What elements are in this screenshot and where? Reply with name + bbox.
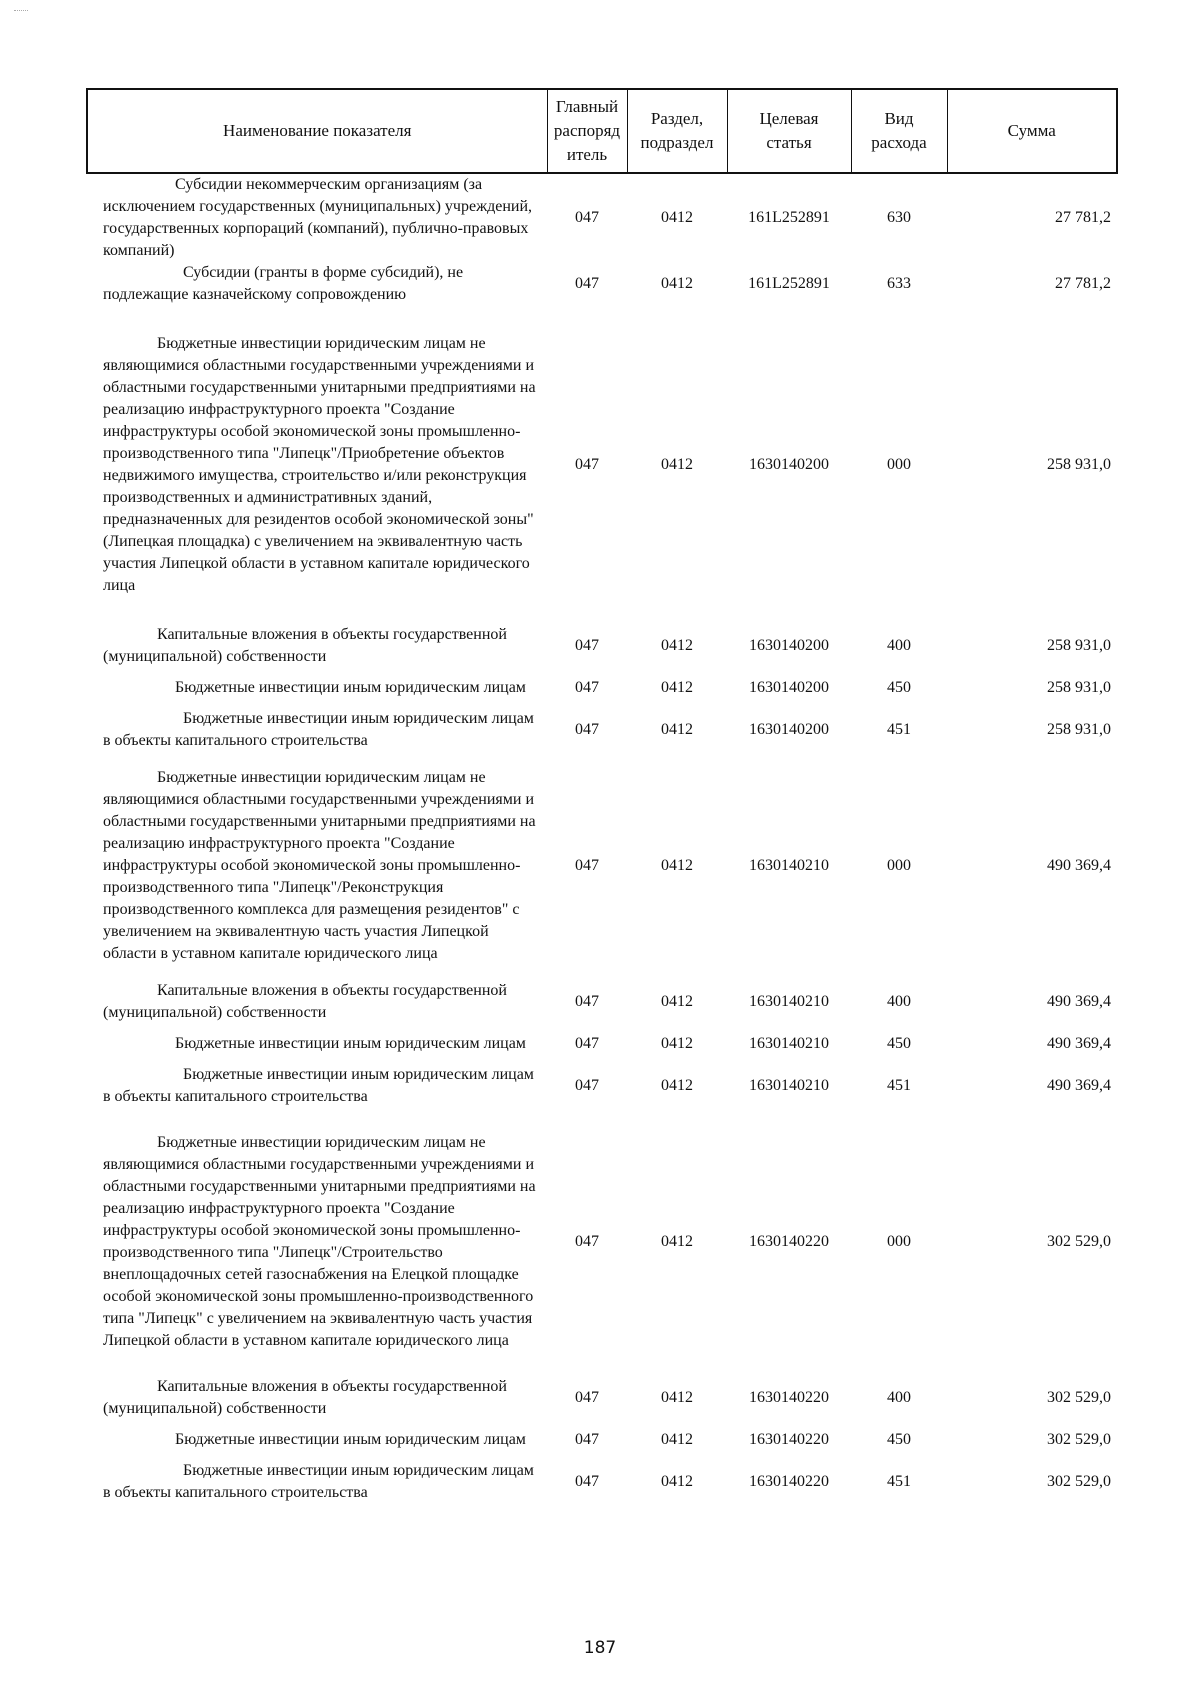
table-body xyxy=(87,173,1117,1504)
row-name-cell xyxy=(87,1064,547,1108)
row-summa: 490 369,4 xyxy=(1047,1077,1111,1094)
header-vid-line1: Вид xyxy=(884,109,914,128)
row-glavny: 047 xyxy=(575,679,599,696)
row-name-cell xyxy=(87,752,547,980)
row-vid: 450 xyxy=(887,679,911,696)
row-celevaya: 1630140220 xyxy=(749,1389,829,1406)
table-row xyxy=(87,668,1117,708)
row-summa: 258 931,0 xyxy=(1047,456,1111,473)
row-name: Бюджетные инвестиции иным юридическим лицам в объекты капитального строительства xyxy=(103,710,534,749)
row-vid: 450 xyxy=(887,1035,911,1052)
header-glavny-line3: итель xyxy=(566,145,608,164)
header-glavny-line2: распоряд xyxy=(553,121,621,140)
row-glavny: 047 xyxy=(575,1389,599,1406)
row-name: Бюджетные инвестиции иным юридическим лицам в объекты капитального строительства xyxy=(103,1066,534,1105)
row-name-cell xyxy=(87,1420,547,1460)
row-name-cell xyxy=(87,1024,547,1064)
row-razdel: 0412 xyxy=(661,679,693,696)
row-razdel: 0412 xyxy=(661,275,693,292)
row-name-cell xyxy=(87,1108,547,1376)
row-summa: 302 529,0 xyxy=(1047,1233,1111,1250)
row-razdel: 0412 xyxy=(661,637,693,654)
row-glavny: 047 xyxy=(575,1233,599,1250)
row-name: Капитальные вложения в объекты государственной (муниципальной) собственности xyxy=(103,626,507,665)
header-razdel xyxy=(627,89,727,173)
table-row xyxy=(87,1064,1117,1108)
table-row xyxy=(87,1024,1117,1064)
row-name: Бюджетные инвестиции иным юридическим лицам xyxy=(175,1035,526,1052)
row-name: Субсидии (гранты в форме субсидий), не подлежащие казначейскому сопровождению xyxy=(103,264,464,303)
row-glavny: 047 xyxy=(575,993,599,1010)
row-name-cell xyxy=(87,624,547,668)
table-row xyxy=(87,752,1117,980)
row-glavny: 047 xyxy=(575,456,599,473)
row-glavny: 047 xyxy=(575,1035,599,1052)
row-razdel: 0412 xyxy=(661,993,693,1010)
header-razdel-line2: подраздел xyxy=(640,133,714,152)
row-summa: 490 369,4 xyxy=(1047,1035,1111,1052)
row-glavny: 047 xyxy=(575,1077,599,1094)
row-name: Субсидии некоммерческим организациям (за исключением государственных (муниципальных) учреждений, государственных корпораций (компаний), публично-правовых компаний) xyxy=(103,176,533,259)
row-glavny: 047 xyxy=(575,209,599,226)
header-celevaya xyxy=(727,89,851,173)
table-row xyxy=(87,173,1117,262)
row-name-cell xyxy=(87,708,547,752)
row-name-cell xyxy=(87,980,547,1024)
scan-artifact xyxy=(14,10,28,11)
row-vid: 400 xyxy=(887,1389,911,1406)
row-celevaya: 1630140220 xyxy=(749,1473,829,1490)
budget-table xyxy=(86,88,1118,1504)
row-vid: 000 xyxy=(887,1233,911,1250)
table-header xyxy=(87,89,1117,173)
header-summa: Сумма xyxy=(947,89,1117,173)
header-vid-line2: расхода xyxy=(871,133,927,152)
row-name-cell xyxy=(87,306,547,624)
table-row xyxy=(87,306,1117,624)
row-vid: 451 xyxy=(887,1473,911,1490)
header-name: Наименование показателя xyxy=(87,89,547,173)
row-name-cell xyxy=(87,173,547,262)
row-razdel: 0412 xyxy=(661,1035,693,1052)
row-glavny: 047 xyxy=(575,721,599,738)
row-name-cell xyxy=(87,1376,547,1420)
row-summa: 302 529,0 xyxy=(1047,1389,1111,1406)
row-celevaya: 1630140210 xyxy=(749,1035,829,1052)
row-celevaya: 161L252891 xyxy=(748,209,830,226)
row-celevaya: 1630140200 xyxy=(749,679,829,696)
row-summa: 258 931,0 xyxy=(1047,679,1111,696)
row-celevaya: 1630140200 xyxy=(749,456,829,473)
row-glavny: 047 xyxy=(575,637,599,654)
row-vid: 451 xyxy=(887,721,911,738)
row-vid: 633 xyxy=(887,275,911,292)
row-glavny: 047 xyxy=(575,275,599,292)
header-celevaya-line1: Целевая xyxy=(759,109,819,128)
row-summa: 490 369,4 xyxy=(1047,993,1111,1010)
row-razdel: 0412 xyxy=(661,456,693,473)
row-vid: 630 xyxy=(887,209,911,226)
row-summa: 302 529,0 xyxy=(1047,1431,1111,1448)
row-celevaya: 161L252891 xyxy=(748,275,830,292)
row-name: Капитальные вложения в объекты государственной (муниципальной) собственности xyxy=(103,982,507,1021)
row-name: Бюджетные инвестиции иным юридическим лицам в объекты капитального строительства xyxy=(103,1462,534,1501)
row-vid: 000 xyxy=(887,857,911,874)
row-celevaya: 1630140210 xyxy=(749,1077,829,1094)
row-name-cell xyxy=(87,668,547,708)
row-razdel: 0412 xyxy=(661,1389,693,1406)
row-celevaya: 1630140220 xyxy=(749,1233,829,1250)
row-vid: 451 xyxy=(887,1077,911,1094)
row-celevaya: 1630140210 xyxy=(749,993,829,1010)
row-razdel: 0412 xyxy=(661,209,693,226)
table-row xyxy=(87,1108,1117,1376)
table-row xyxy=(87,980,1117,1024)
row-summa: 490 369,4 xyxy=(1047,857,1111,874)
row-celevaya: 1630140200 xyxy=(749,721,829,738)
row-name: Бюджетные инвестиции иным юридическим лицам xyxy=(175,679,526,696)
table-row xyxy=(87,1420,1117,1460)
row-celevaya: 1630140220 xyxy=(749,1431,829,1448)
header-glavny-line1: Главный xyxy=(555,97,619,116)
row-summa: 258 931,0 xyxy=(1047,721,1111,738)
row-vid: 450 xyxy=(887,1431,911,1448)
page-number: 187 xyxy=(583,1638,617,1658)
table-row xyxy=(87,1460,1117,1504)
row-summa: 27 781,2 xyxy=(1055,209,1111,226)
table-row xyxy=(87,708,1117,752)
row-razdel: 0412 xyxy=(661,1473,693,1490)
row-summa: 302 529,0 xyxy=(1047,1473,1111,1490)
row-glavny: 047 xyxy=(575,1473,599,1490)
row-celevaya: 1630140200 xyxy=(749,637,829,654)
table-row xyxy=(87,1376,1117,1420)
row-summa: 27 781,2 xyxy=(1055,275,1111,292)
row-name-cell xyxy=(87,262,547,306)
row-razdel: 0412 xyxy=(661,1233,693,1250)
row-name: Бюджетные инвестиции иным юридическим лицам xyxy=(175,1431,526,1448)
row-razdel: 0412 xyxy=(661,1077,693,1094)
row-glavny: 047 xyxy=(575,857,599,874)
table-row xyxy=(87,624,1117,668)
row-summa: 258 931,0 xyxy=(1047,637,1111,654)
row-name: Бюджетные инвестиции юридическим лицам не являющимися областными государственными учреждениями и областными государственными унитарными предприятиями на реализацию инфраструктурного проекта "Создание инфраструктуры особой экономической зоны промышленно-производственного типа "Липецк"/Строительство внеплощадочных сетей газоснабжения на Елецкой площадке особой экономической зоны промышленно-производственного типа "Липецк" с увеличением на эквивалентную часть участия Липецкой области в уставном капитале юридического лица xyxy=(103,1134,536,1349)
header-razdel-line1: Раздел, xyxy=(650,109,704,128)
table-row xyxy=(87,262,1117,306)
row-vid: 400 xyxy=(887,993,911,1010)
row-vid: 400 xyxy=(887,637,911,654)
header-vid xyxy=(851,89,947,173)
row-name-cell xyxy=(87,1460,547,1504)
row-name: Бюджетные инвестиции юридическим лицам не являющимися областными государственными учреждениями и областными государственными унитарными предприятиями на реализацию инфраструктурного проекта "Создание инфраструктуры особой экономической зоны промышленно-производственного типа "Липецк"/Реконструкция производственного комплекса для размещения резидентов" с увеличением на эквивалентную часть участия Липецкой области в уставном капитале юридического лица xyxy=(103,769,536,962)
row-glavny: 047 xyxy=(575,1431,599,1448)
row-name: Капитальные вложения в объекты государственной (муниципальной) собственности xyxy=(103,1378,507,1417)
row-vid: 000 xyxy=(887,456,911,473)
row-name: Бюджетные инвестиции юридическим лицам не являющимися областными государственными учреждениями и областными государственными унитарными предприятиями на реализацию инфраструктурного проекта "Создание инфраструктуры особой экономической зоны промышленно-производственного типа "Липецк"/Приобретение объектов недвижимого имущества, строительство и/или реконструкция производственных и административных зданий, предназначенных для резидентов особой экономической зоны" (Липецкая площадка) с увеличением на эквивалентную часть участия Липецкой области в уставном капитале юридического лица xyxy=(103,335,536,594)
row-razdel: 0412 xyxy=(661,721,693,738)
row-razdel: 0412 xyxy=(661,1431,693,1448)
header-glavny xyxy=(547,89,627,173)
row-celevaya: 1630140210 xyxy=(749,857,829,874)
budget-table-wrapper xyxy=(86,88,1116,1504)
header-celevaya-line2: статья xyxy=(766,133,812,152)
row-razdel: 0412 xyxy=(661,857,693,874)
